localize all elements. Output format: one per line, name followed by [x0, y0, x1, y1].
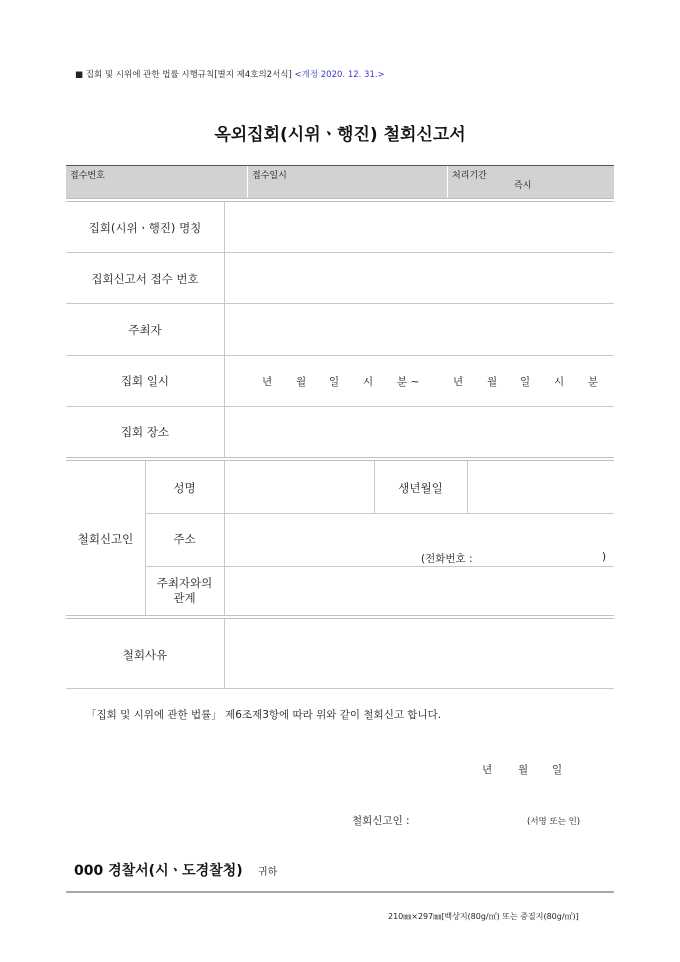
rally-name-label: 집회(시위ㆍ행진) 명칭	[88, 221, 202, 235]
organizer-label: 주최자	[128, 323, 162, 337]
end-minute-unit: 분	[588, 376, 599, 388]
datetime-label: 집회 일시	[120, 374, 170, 388]
phone-label: (전화번호 :	[421, 553, 473, 565]
signature-label: 철회신고인 :	[352, 815, 410, 827]
name-label: 성명	[173, 481, 196, 495]
birth-date-label: 생년월일	[398, 481, 443, 495]
footer-divider	[66, 891, 614, 893]
end-year-unit: 년	[453, 376, 464, 388]
start-day-unit: 일	[329, 376, 340, 388]
start-minute-unit: 분 ~	[397, 376, 420, 388]
addressee-name: 000 경찰서(시ㆍ도경찰청)	[74, 863, 243, 879]
receipt-date-label: 접수일시	[252, 171, 287, 181]
processing-period-value: 즉시	[514, 181, 532, 191]
address-label: 주소	[173, 532, 196, 546]
declaration-statement: 「집회 및 시위에 관한 법률」 제6조제3항에 따라 위와 같이 철회신고 합니다.	[86, 709, 442, 721]
signature-note: (서명 또는 인)	[527, 817, 581, 827]
end-day-unit: 일	[520, 376, 531, 388]
withdrawer-group-label: 철회신고인	[77, 532, 134, 546]
report-number-label: 집회신고서 접수 번호	[91, 272, 199, 286]
start-year-unit: 년	[262, 376, 273, 388]
sign-date-year: 년	[482, 764, 493, 776]
end-month-unit: 월	[487, 376, 498, 388]
page-title: 옥외집회(시위ㆍ행진) 철회신고서	[214, 125, 466, 145]
receipt-number-label: 접수번호	[70, 171, 105, 181]
paper-spec: 210㎜×297㎜[백상지(80g/㎡) 또는 중질지(80g/㎡)]	[388, 912, 579, 921]
sign-date-day: 일	[552, 764, 563, 776]
start-hour-unit: 시	[363, 376, 374, 388]
form-header	[75, 68, 385, 80]
relation-label-line1: 주최자와의	[156, 576, 213, 590]
start-month-unit: 월	[296, 376, 307, 388]
receipt-bar	[66, 165, 614, 198]
place-label: 집회 장소	[120, 425, 170, 439]
sign-date-month: 월	[518, 764, 529, 776]
phone-close: )	[602, 551, 607, 563]
processing-period-label: 처리기간	[452, 171, 487, 181]
revision-date: <개정 2020. 12. 31.>	[294, 70, 385, 80]
end-hour-unit: 시	[554, 376, 565, 388]
relation-label-line2: 관계	[173, 591, 196, 605]
addressee-suffix: 귀하	[258, 867, 278, 878]
law-reference: ■ 집회 및 시위에 관한 법률 시행규칙[별지 제4호의2서식]	[75, 70, 292, 80]
reason-label: 철회사유	[122, 648, 168, 662]
